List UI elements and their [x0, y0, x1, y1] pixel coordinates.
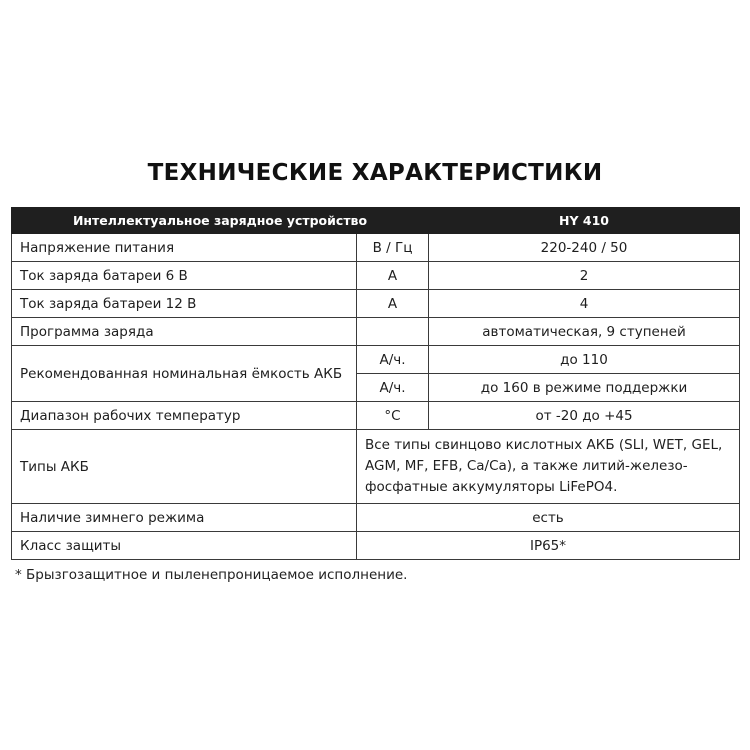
table-row: [12, 234, 740, 262]
row-value: 2: [429, 262, 740, 290]
row-unit: А: [357, 262, 429, 290]
table-row: [12, 402, 740, 430]
row-unit: В / Гц: [357, 234, 429, 262]
header-product-type: Интеллектуальное зарядное устройство: [12, 208, 429, 234]
table-row: [12, 430, 740, 504]
row-value: от -20 до +45: [429, 402, 740, 430]
row-value: до 110: [429, 346, 740, 374]
row-param: Класс защиты: [12, 532, 357, 560]
row-unit: А/ч.: [357, 346, 429, 374]
table-row: [12, 346, 740, 374]
table-header-row: [12, 208, 740, 234]
table-row: [12, 532, 740, 560]
page-title: ТЕХНИЧЕСКИЕ ХАРАКТЕРИСТИКИ: [147, 160, 603, 186]
row-param: Наличие зимнего режима: [12, 504, 357, 532]
table-row: [12, 504, 740, 532]
header-model: HY 410: [429, 208, 740, 234]
table-row: [12, 262, 740, 290]
footnote: * Брызгозащитное и пыленепроницаемое исполнение.: [15, 567, 408, 583]
row-value: Все типы свинцово кислотных АКБ (SLI, WET, GEL, AGM, MF, EFB, Ca/Ca), а также литий-железо-фосфатные аккумуляторы LiFePO4.: [357, 430, 740, 504]
row-param: Ток заряда батареи 12 В: [12, 290, 357, 318]
row-value: есть: [357, 504, 740, 532]
row-param: Рекомендованная номинальная ёмкость АКБ: [12, 346, 357, 402]
row-unit: °С: [357, 402, 429, 430]
row-param: Напряжение питания: [12, 234, 357, 262]
row-param: Типы АКБ: [12, 430, 357, 504]
row-value: 220-240 / 50: [429, 234, 740, 262]
row-unit: А: [357, 290, 429, 318]
row-param: Программа заряда: [12, 318, 357, 346]
row-value: автоматическая, 9 ступеней: [429, 318, 740, 346]
row-unit: А/ч.: [357, 374, 429, 402]
table-row: [12, 290, 740, 318]
table-row: [12, 318, 740, 346]
row-unit: [357, 318, 429, 346]
row-param: Диапазон рабочих температур: [12, 402, 357, 430]
specs-table: [11, 207, 740, 560]
row-param: Ток заряда батареи 6 В: [12, 262, 357, 290]
row-value: до 160 в режиме поддержки: [429, 374, 740, 402]
row-value: 4: [429, 290, 740, 318]
row-value: IP65*: [357, 532, 740, 560]
